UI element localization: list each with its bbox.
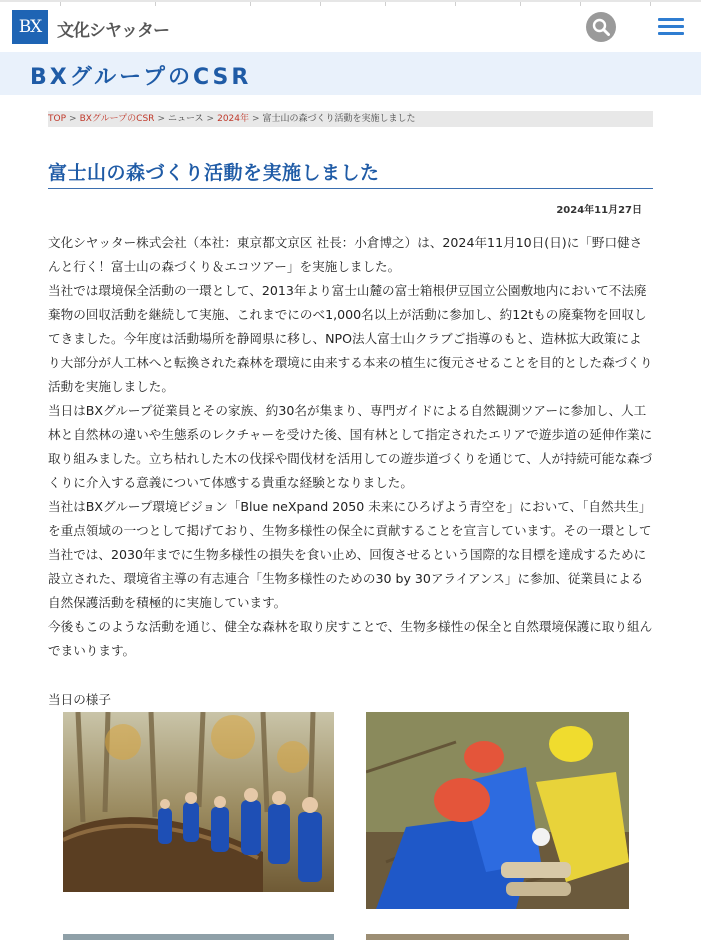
breadcrumb-top[interactable]: TOP <box>48 114 67 124</box>
breadcrumb-separator: > <box>206 114 215 124</box>
photos-caption: 当日の様子 <box>48 692 111 707</box>
article-body <box>48 231 654 663</box>
breadcrumb-separator: > <box>157 114 165 124</box>
paragraph-activity: 当日はBXグループ従業員とその家族、約30名が集まり、専門ガイドによる自然観測ツアーに参加し、人工林と自然林の違いや生態系のレクチャーを受けた後、国有林として指定されたエリアで遊歩道の延伸作業に取り組みました。立ち枯れした木の伐採や間伐材を活用しての遊歩道づくりを通じて、人が持続可能な森づくりに介入する意義について体感する貴重な経験となりました。 <box>48 403 653 490</box>
top-tab-strip <box>0 2 701 6</box>
paragraph-closing: 今後もこのような活動を通じ、健全な森林を取り戻すことで、生物多様性の保全と自然環境保護に取り組んでまいります。 <box>48 619 653 658</box>
paragraph-intro: 文化シヤッター株式会社（本社：東京都文京区 社長：小倉博之）は、2024年11月10日(日)に「野口健さんと行く！富士山の森づくり＆エコツアー」を実施しました。 <box>48 235 643 274</box>
title-divider <box>48 188 653 189</box>
breadcrumb <box>48 111 653 127</box>
logo-mark[interactable]: BX <box>12 10 48 44</box>
breadcrumb-current: 富士山の森づくり活動を実施しました <box>262 114 416 124</box>
breadcrumb-news: ニュース <box>167 114 204 124</box>
breadcrumb-csr[interactable]: BXグループのCSR <box>79 114 155 124</box>
breadcrumb-year[interactable]: 2024年 <box>217 114 249 124</box>
photo-3-partial <box>63 934 334 940</box>
photo-4-partial <box>366 934 629 940</box>
section-title: BXグループのCSR <box>30 65 252 90</box>
breadcrumb-separator: > <box>252 114 260 124</box>
photo-forest-group <box>63 712 334 892</box>
search-icon[interactable] <box>586 12 616 42</box>
paragraph-background: 当社では環境保全活動の一環として、2013年より富士山麓の富士箱根伊豆国立公園敷地内において不法廃棄物の回収活動を継続して実施、これまでにのべ1,000名以上が活動に参加し、約12tもの廃棄物を回収してきました。今年度は活動場所を静岡県に移し、NPO法人富士山クラブご指導のもと、造林拡大政策により大部分が人工林へと転換された森林を環境に由来する本来の植生に復元させることを目的とした森づくり活動を実施しました。 <box>48 283 653 394</box>
photo-helmet-workers <box>366 712 629 909</box>
logo-text[interactable]: 文化シヤッター <box>57 21 169 41</box>
hamburger-menu-icon[interactable] <box>656 15 686 39</box>
article-title: 富士山の森づくり活動を実施しました <box>48 162 380 184</box>
breadcrumb-separator: > <box>69 114 77 124</box>
article-date: 2024年11月27日 <box>556 205 642 216</box>
site-header <box>0 0 701 52</box>
paragraph-vision: 当社はBXグループ環境ビジョン「Blue neXpand 2050 未来にひろげよう青空を」において、「自然共生」を重点領域の一つとして掲げており、生物多様性の保全に貢献することを宣言しています。その一環として当社では、2030年までに生物多様性の損失を食い止め、回復させるという国際的な目標を達成するために設立された、環境省主導の有志連合「生物多様性のための30 by 30アライアンス」に参加、従業員による自然保護活動を積極的に実施しています。 <box>48 499 652 610</box>
